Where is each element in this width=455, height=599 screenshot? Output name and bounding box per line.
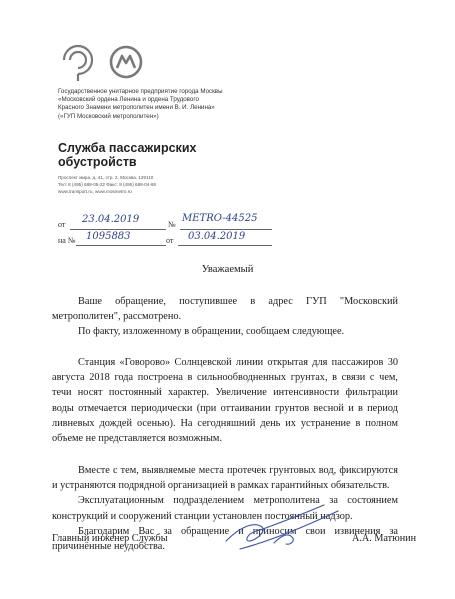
from-label: от (58, 220, 66, 229)
contact-info (58, 174, 156, 195)
from-date-handwritten: 23.04.2019 (82, 214, 140, 225)
address-line: Проспект мира, д. 41, стр. 2, Москва, 129110 (58, 175, 154, 180)
org-line: Красного Знамени метрополитен имени В. И. Ленина» (58, 104, 215, 112)
number-label: № (168, 220, 176, 229)
handwritten-signature-icon (220, 497, 342, 557)
org-line: «Московский ордена Ленина и ордена Трудового (58, 96, 199, 104)
phone-line: Тел: 8 (495) 688-05-22 Факс: 8 (495) 688-04-68 (58, 182, 156, 187)
from-date-line (70, 229, 166, 230)
signer-title: Главный инженер Службы (52, 533, 168, 544)
letter-body (52, 294, 398, 340)
greeting: Уважаемый (201, 264, 254, 275)
paragraph: Благодарим Вас за обращение и приносим свои извинения за причинённые неудобства. (52, 525, 398, 553)
org-line: («ГУП Московский метрополитен») (58, 112, 159, 120)
number-line (180, 229, 272, 230)
number-handwritten: METRO-44525 (182, 213, 258, 224)
service-line: Служба пассажирских (58, 141, 197, 155)
signer-name: А.А. Матюнин (352, 533, 417, 544)
paragraph: Станция «Говорово» Солнцевской линии открытая для пассажиров 30 августа 2018 года построена в сильнообводненных грунтах, в связи с чем, течи носят постоянный характер. Увеличение интенсивности фильтрации воды отмечается периодически (при оттаивании грунтов весной и в период ливневых дождей осенью). На сегодняшний день их устранение в полном объеме не представляется возможным. (52, 357, 398, 445)
in-reply-number-line (76, 245, 166, 246)
paragraph: Ваше обращение, поступившее в адрес ГУП "Московский метрополитен", рассмотрено. (52, 296, 398, 323)
service-name (58, 141, 196, 169)
in-reply-date-handwritten: 03.04.2019 (188, 231, 246, 242)
organization-name (58, 88, 298, 121)
service-line: обустройств (58, 155, 137, 169)
paragraph: Вместе с тем, выявляемые места протечек грунтовых вод, фиксируются и устраняются подрядной организацией в рамках гарантийных обязательств. (52, 465, 398, 492)
in-reply-from-label: от (166, 236, 174, 245)
moscow-metro-logo-icon (108, 44, 144, 80)
metro-dept-logo-icon (58, 38, 98, 82)
in-reply-date-line (178, 245, 272, 246)
in-reply-number-handwritten: 1095883 (86, 231, 131, 242)
org-line: Государственное унитарное предприятие города Москвы (58, 88, 223, 95)
paragraph: Эксплуатационным подразделением метрополитена за состоянием конструкций и сооружений станции установлен постоянный надзор. (52, 495, 398, 522)
in-reply-label: на № (58, 236, 76, 245)
website-line: www.transport.ru, www.mosmetro.ru (58, 189, 132, 194)
letter-body (52, 355, 398, 446)
paragraph: По факту, изложенному в обращении, сообщаем следующее. (78, 326, 345, 338)
